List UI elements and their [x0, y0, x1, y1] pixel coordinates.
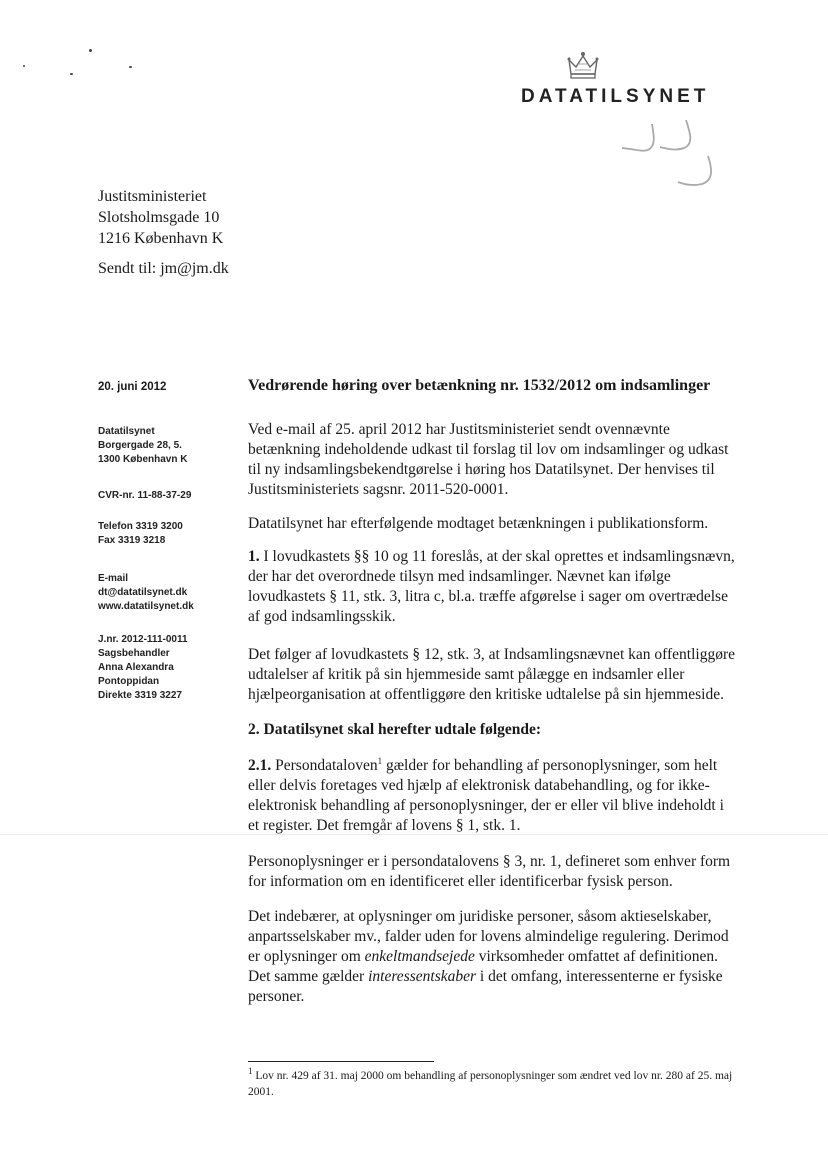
case-handler-name: Anna Alexandra — [98, 662, 174, 673]
sender-org: Datatilsynet — [98, 426, 155, 437]
footnote-text: Lov nr. 429 af 31. maj 2000 om behandling af personoplysninger som ændret ved lov nr. 280 af 25. maj 2001. — [248, 1070, 733, 1098]
sender-street: Borgergade 28, 5. — [98, 440, 182, 451]
paragraph — [248, 547, 738, 627]
paragraph: Personoplysninger er i persondatalovens § 3, nr. 1, defineret som enhver form for information om en identificeret eller identificerbar fysisk person. — [248, 853, 731, 890]
footnote — [248, 1068, 738, 1100]
recipient-line: Slotsholmsgade 10 — [98, 209, 220, 226]
sender-phone — [98, 520, 183, 548]
section-number: 2.1. — [248, 757, 272, 774]
email-address: dt@datatilsynet.dk — [98, 587, 188, 598]
case-handler-label: Sagsbehandler — [98, 648, 170, 659]
sender-city: 1300 København K — [98, 454, 188, 465]
phone-number: Telefon 3319 3200 — [98, 521, 183, 532]
paragraph — [248, 907, 738, 1007]
section-number: 1. — [248, 548, 260, 565]
scan-speck — [23, 65, 25, 67]
recipient-line: 1216 København K — [98, 230, 224, 247]
paragraph-text: i det omfang, interessenterne er fysiske personer. — [248, 968, 723, 1005]
case-info — [98, 633, 188, 703]
sender-address — [98, 425, 187, 467]
scan-line — [0, 834, 828, 835]
crown-logo-icon — [566, 50, 600, 80]
letter-subject: Vedrørende høring over betænkning nr. 1532/2012 om indsamlinger — [248, 377, 711, 394]
paragraph: Det følger af lovudkastets § 12, stk. 3, at Indsamlingsnævnet kan offentliggøre udtalelser af kritik på sin hjemmeside samt pålægge en indsamler eller hjælpeorganisation at offentliggøre den kritiske udtalelse på sin hjemmeside. — [248, 646, 736, 703]
scan-speck — [89, 49, 92, 52]
emphasis: interessentskaber — [368, 968, 477, 985]
emphasis: enkeltmandsejede — [364, 948, 475, 965]
section-heading: 2. Datatilsynet skal herefter udtale følgende: — [248, 721, 542, 738]
sender-contact — [98, 572, 194, 614]
paragraph: Datatilsynet har efterfølgende modtaget betænkningen i publikationsform. — [248, 515, 709, 532]
paragraph-text: Det indebærer, at oplysninger om juridiske personer, såsom aktieselskaber, anpartsselskaber mv., falder uden for lovens almindelige regulering. Derimod er oplysninger om — [248, 908, 729, 965]
website: www.datatilsynet.dk — [98, 601, 194, 612]
journal-number: J.nr. 2012-111-0011 — [98, 634, 188, 645]
paragraph-text: gælder for behandling af personoplysninger, som helt eller delvis foretages ved hjælp af elektronisk databehandling, og for ikke-elektronisk behandling af personoplysninger, der er eller vil blive indeholdt i et register. Det fremgår af lovens § 1, stk. 1. — [248, 757, 724, 834]
recipient-address — [98, 186, 223, 249]
scan-speck — [129, 66, 132, 68]
footnote-number: 1 — [248, 1066, 253, 1077]
case-handler-name: Pontoppidan — [98, 676, 160, 687]
handwritten-mark-icon — [612, 118, 722, 193]
logo-wordmark: DATATILSYNET — [521, 86, 710, 107]
footnote-divider — [248, 1061, 434, 1062]
paragraph-text: I lovudkastets §§ 10 og 11 foreslås, at der skal oprettes et indsamlingsnævn, der har det overordnede tilsyn med indsamlinger. Nævnet kan ifølge lovudkastets § 11, stk. 3, litra c, bl.a. træffe afgørelse i sager om overtrædelse af god indsamlingsskik. — [248, 548, 735, 625]
direct-phone: Direkte 3319 3227 — [98, 690, 182, 701]
term: Persondataloven — [275, 757, 378, 774]
fax-number: Fax 3319 3218 — [98, 535, 166, 546]
paragraph-text: virksomheder omfattet af definitionen. Det samme gælder — [248, 948, 719, 985]
paragraph — [248, 756, 738, 836]
paragraph: Ved e-mail af 25. april 2012 har Justitsministeriet sendt ovennævnte betænkning indeholdende udkast til forslag til lov om indsamlinger og udkast til ny indsamlingsbekendtgørelse i høring hos Datatilsynet. Der henvises til Justitsministeriets sagsnr. 2011-520-0001. — [248, 421, 729, 498]
email-label: E-mail — [98, 573, 129, 584]
recipient-line: Justitsministeriet — [98, 188, 207, 205]
sender-cvr: CVR-nr. 11-88-37-29 — [98, 490, 192, 501]
scan-speck — [70, 73, 73, 75]
letter-date: 20. juni 2012 — [98, 381, 167, 393]
sent-to: Sendt til: jm@jm.dk — [98, 260, 229, 277]
footnote-ref: 1 — [377, 755, 383, 766]
